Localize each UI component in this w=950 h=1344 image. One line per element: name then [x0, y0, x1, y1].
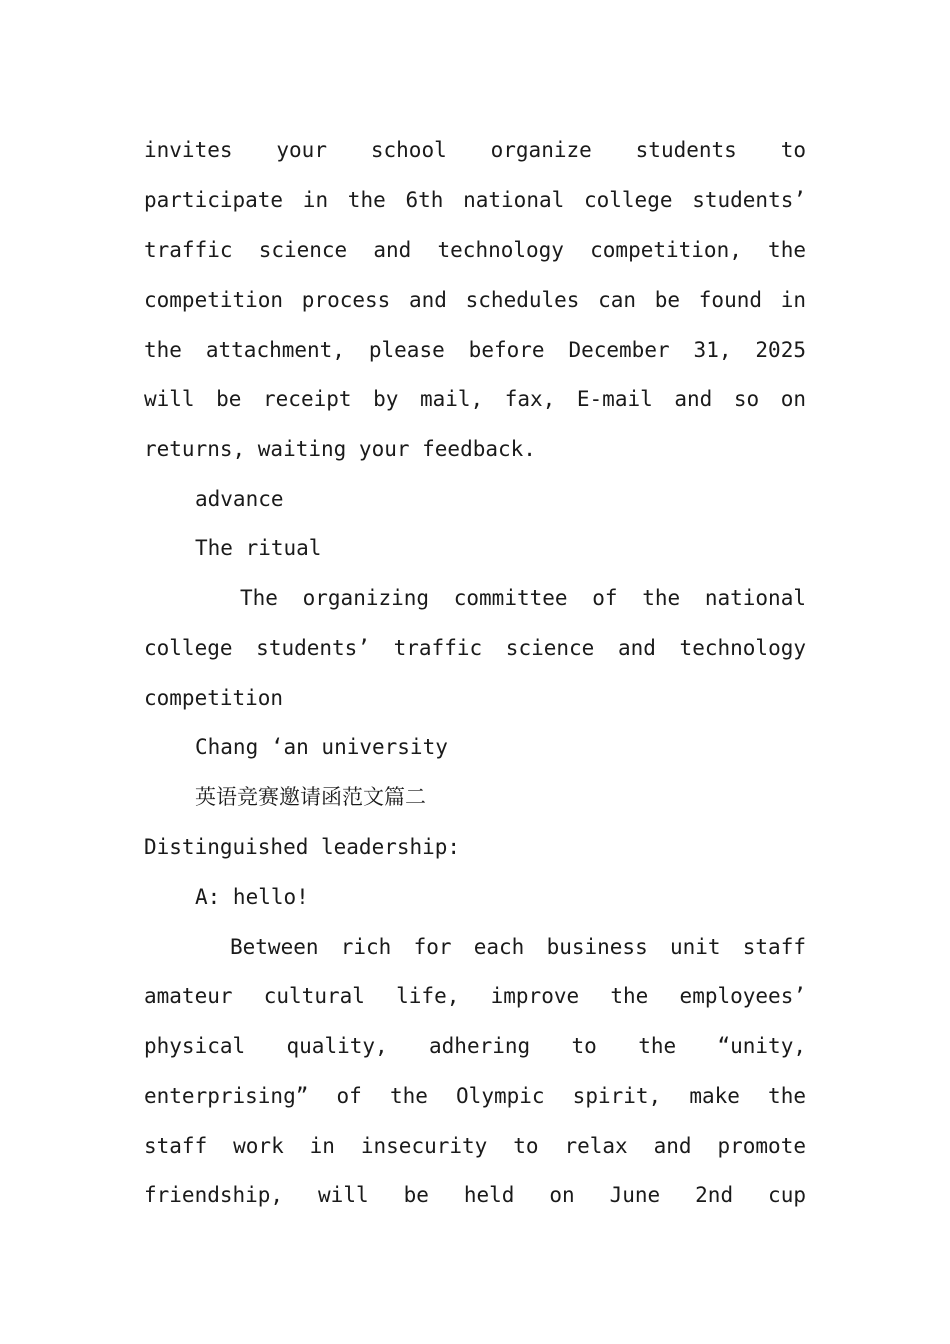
body-text-line: Between rich for each business unit staff: [230, 935, 806, 959]
salutation-line: Distinguished leadership:: [144, 835, 461, 859]
signature-line: competition: [144, 686, 284, 710]
section-heading: 英语竞赛邀请函范文篇二: [195, 785, 426, 809]
body-text-line: returns, waiting your feedback.: [144, 437, 536, 461]
body-text-line: staff work in insecurity to relax and promote: [144, 1134, 806, 1158]
body-text-line: traffic science and technology competition, the: [144, 238, 806, 262]
body-text-line: enterprising” of the Olympic spirit, make the: [144, 1084, 806, 1108]
signature-line: The organizing committee of the national: [240, 586, 806, 610]
body-text-line: competition process and schedules can be found in: [144, 288, 806, 312]
signature-university: Chang ‘an university: [195, 735, 448, 759]
body-text-line: will be receipt by mail, fax, E-mail and so on: [144, 387, 806, 411]
closing-line: advance: [195, 487, 284, 511]
signature-line: college students’ traffic science and technology: [144, 636, 806, 660]
greeting-line: A: hello!: [195, 885, 309, 909]
body-text-line: invites your school organize students to: [144, 138, 806, 162]
body-text-line: friendship, will be held on June 2nd cup: [144, 1183, 806, 1207]
body-text-line: physical quality, adhering to the “unity,: [144, 1034, 806, 1058]
body-text-line: the attachment, please before December 31, 2025: [144, 338, 806, 362]
body-text-line: amateur cultural life, improve the employees’: [144, 984, 806, 1008]
closing-line: The ritual: [195, 536, 322, 560]
body-text-line: participate in the 6th national college students’: [144, 188, 806, 212]
